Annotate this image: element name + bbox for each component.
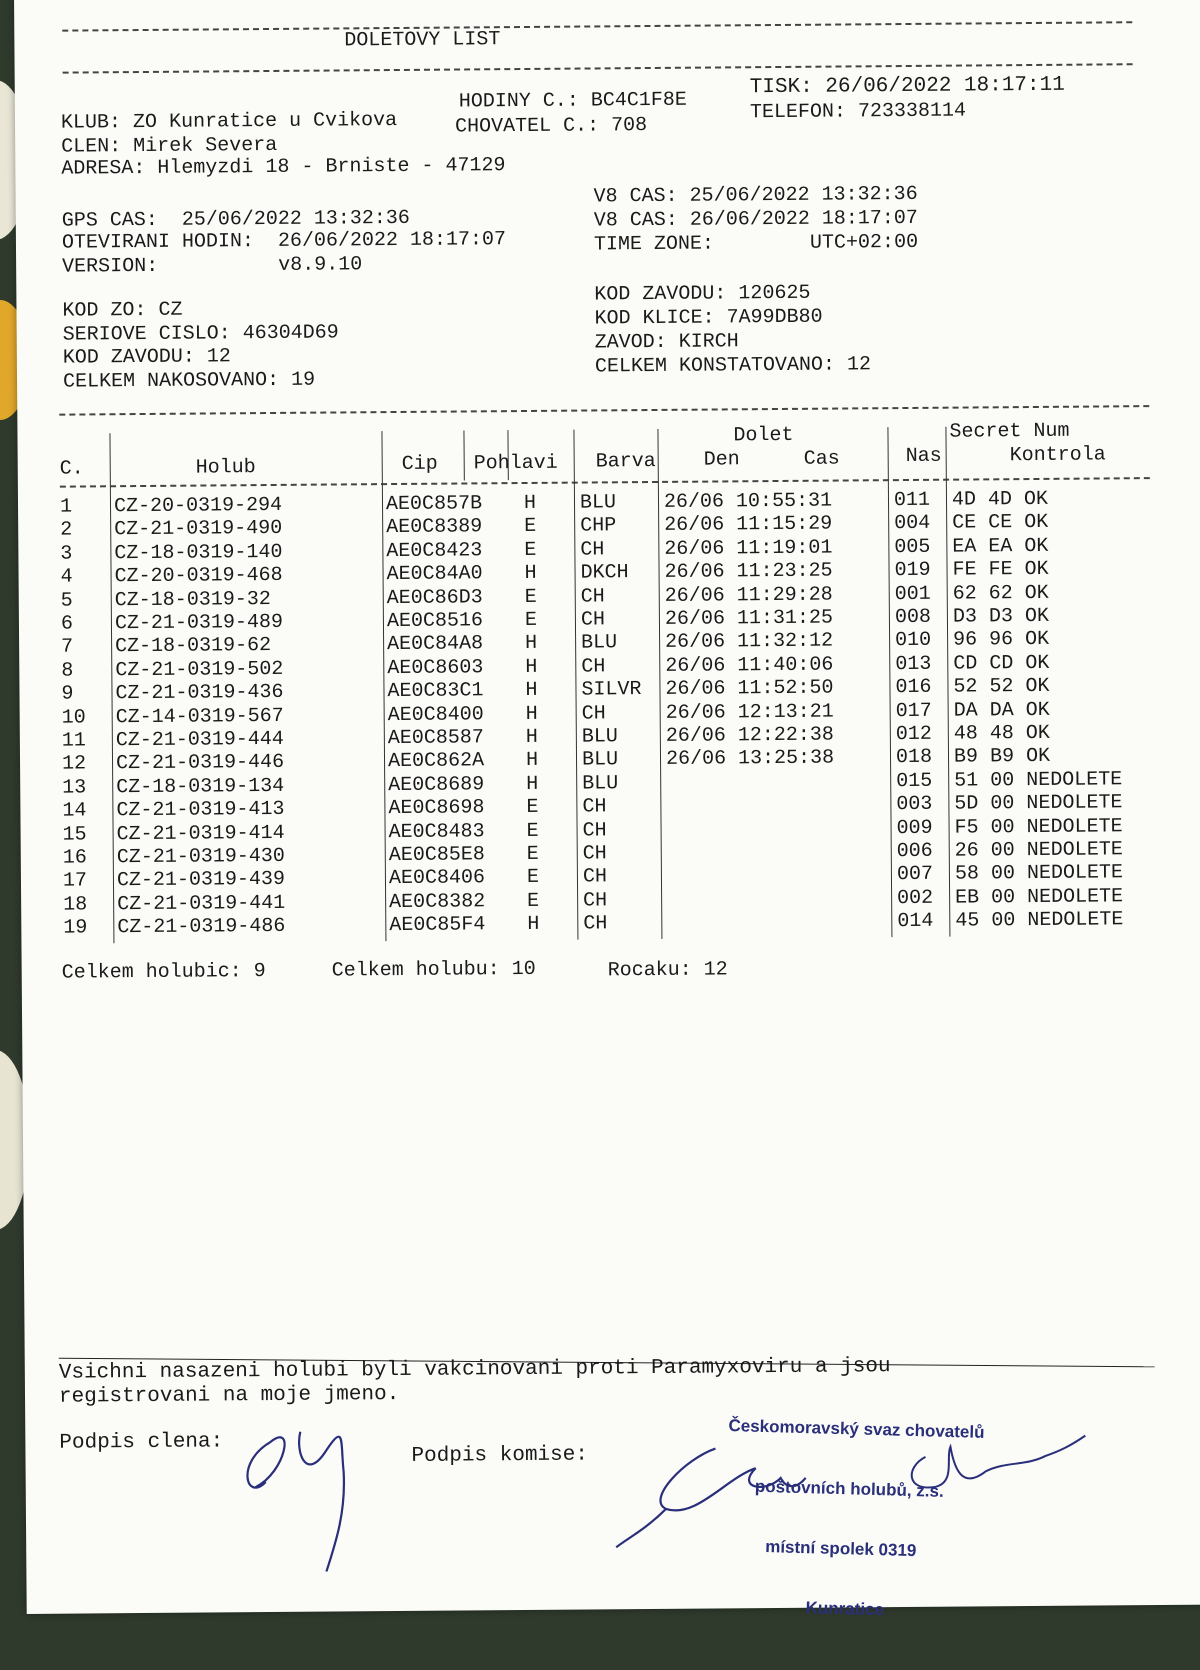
secret-check-cell: CD CD OK (953, 651, 1050, 676)
chip-id-cell: AE0C86D3 (386, 585, 483, 610)
color-cell: CH (582, 842, 607, 866)
arrival-time-cell: 26/06 11:32:12 (665, 629, 834, 655)
ring-number-cell: CZ-14-0319-567 (115, 704, 284, 729)
ring-number-cell: CZ-21-0319-502 (115, 657, 284, 683)
row-number-cell: 18 (63, 893, 88, 917)
sex-cell: E (526, 866, 540, 890)
color-cell: CHP (580, 514, 617, 538)
arrival-time-cell: 26/06 11:23:25 (664, 559, 833, 585)
row-number-cell: 4 (60, 565, 73, 589)
secret-check-cell: B9 B9 OK (953, 745, 1051, 770)
ring-number-cell: CZ-21-0319-439 (116, 868, 286, 893)
arrival-time-cell: 26/06 11:19:01 (664, 536, 833, 561)
oteviran-field: OTEVIRANI HODIN: 26/06/2022 18:17:07 (61, 228, 507, 255)
basket-number-cell: 018 (895, 746, 933, 770)
basket-number-cell: 010 (895, 629, 932, 653)
basket-number-cell: 005 (894, 535, 931, 559)
sex-cell: H (524, 562, 537, 586)
color-cell: CH (582, 818, 607, 843)
sex-cell: H (527, 913, 540, 937)
basket-number-cell: 002 (897, 886, 934, 910)
hodiny-field: HODINY C.: BC4C1F8E (458, 88, 687, 114)
chip-id-cell: AE0C8406 (388, 866, 486, 891)
chip-id-cell: AE0C8587 (387, 726, 484, 751)
basket-number-cell: 016 (895, 676, 932, 700)
color-cell: CH (582, 795, 607, 819)
secret-check-cell: EB 00 NEDOLETE (955, 885, 1124, 910)
basket-number-cell: 003 (896, 792, 933, 817)
row-number-cell: 11 (61, 729, 86, 753)
ring-number-cell: CZ-18-0319-134 (116, 774, 285, 800)
secret-check-cell: 48 48 OK (953, 721, 1050, 746)
row-number-cell: 7 (61, 635, 74, 660)
ring-number-cell: CZ-21-0319-489 (114, 610, 284, 636)
table-header-top-border (59, 405, 1149, 416)
color-cell: CH (583, 889, 608, 913)
basket-number-cell: 013 (895, 652, 932, 676)
secret-check-cell: EA EA OK (952, 534, 1049, 559)
v8-cas-1-field: V8 CAS: 25/06/2022 13:32:36 (593, 182, 918, 209)
tisk-field: TISK: 26/06/2022 18:17:11 (749, 73, 1065, 100)
seriove-cislo-field: SERIOVE CISLO: 46304D69 (62, 321, 339, 347)
ring-number-cell: CZ-21-0319-446 (115, 751, 285, 776)
color-cell: CH (580, 608, 606, 632)
secret-check-cell: 62 62 OK (952, 581, 1049, 606)
zavod-field: ZAVOD: KIRCH (594, 330, 739, 355)
arrival-time-cell: 26/06 10:55:31 (663, 489, 833, 514)
secret-check-cell: CE CE OK (952, 511, 1049, 536)
basket-number-cell: 001 (894, 582, 931, 606)
row-number-cell: 9 (61, 682, 74, 706)
basket-number-cell: 015 (896, 769, 933, 793)
version-field: VERSION: v8.9.10 (62, 253, 363, 279)
stamp-line-4: Kunratice (805, 1598, 885, 1620)
title-top-border (62, 21, 1132, 31)
arrival-time-cell: 26/06 11:15:29 (664, 512, 833, 538)
ring-number-cell: CZ-21-0319-430 (116, 844, 285, 870)
chip-id-cell: AE0C8698 (388, 796, 485, 821)
chip-id-cell: AE0C8389 (386, 515, 483, 540)
header-holub: Holub (195, 456, 256, 480)
basket-number-cell: 012 (895, 722, 932, 747)
sex-cell: E (527, 889, 540, 913)
arrival-time-cell: 26/06 11:40:06 (665, 653, 834, 678)
color-cell: CH (581, 655, 606, 679)
header-kontrola: Kontrola (1009, 443, 1106, 468)
header-secret-num: Secret Num (949, 419, 1070, 444)
chip-id-cell: AE0C8423 (386, 539, 483, 563)
chovatel-field: CHOVATEL C.: 708 (454, 114, 648, 139)
chip-id-cell: AE0C8483 (388, 819, 485, 844)
secret-check-cell: 4D 4D OK (951, 487, 1049, 512)
color-cell: CH (580, 584, 605, 609)
gps-cas-field: GPS CAS: 25/06/2022 13:32:36 (61, 206, 410, 233)
ring-number-cell: CZ-18-0319-32 (114, 587, 271, 612)
basket-number-cell: 006 (896, 839, 933, 864)
header-den: Den (703, 448, 740, 472)
chip-id-cell: AE0C85E8 (388, 843, 485, 868)
ring-number-cell: CZ-21-0319-486 (117, 915, 286, 940)
chip-id-cell: AE0C8689 (388, 773, 485, 797)
sex-cell: H (523, 491, 537, 516)
sex-cell: E (524, 608, 538, 633)
chip-id-cell: AE0C84A8 (387, 632, 484, 657)
adresa-field: ADRESA: Hlemyzdi 18 - Brniste - 47129 (61, 154, 506, 181)
secret-check-cell: 45 00 NEDOLETE (955, 908, 1124, 933)
chip-id-cell: AE0C8516 (386, 609, 484, 634)
commission-signature (605, 1415, 1106, 1549)
basket-number-cell: 019 (894, 559, 931, 583)
sex-cell: H (525, 655, 538, 679)
basket-number-cell: 017 (895, 699, 932, 723)
row-number-cell: 5 (60, 589, 73, 613)
header-pohlavi: Pohlavi (473, 451, 558, 476)
row-number-cell: 19 (63, 916, 88, 940)
arrival-time-cell: 26/06 11:31:25 (664, 606, 834, 631)
sex-cell: H (525, 702, 538, 726)
color-cell: CH (583, 912, 608, 936)
header-cas: Cas (803, 447, 840, 471)
printed-sheet (14, 0, 1200, 1620)
chip-id-cell: AE0C8603 (387, 656, 484, 680)
ring-number-cell: CZ-21-0319-490 (114, 517, 283, 542)
kod-zo-field: KOD ZO: CZ (62, 298, 183, 323)
chip-id-cell: AE0C862A (387, 749, 485, 774)
secret-check-cell: 5D 00 NEDOLETE (954, 791, 1123, 816)
row-number-cell: 6 (60, 612, 74, 636)
stamp-line-3: místní spolek 0319 (764, 1537, 917, 1561)
telefon-field: TELEFON: 723338114 (749, 99, 967, 125)
sex-cell: E (524, 585, 537, 609)
row-number-cell: 2 (60, 518, 73, 543)
row-number-cell: 12 (61, 752, 87, 777)
header-barva: Barva (595, 449, 656, 474)
ring-number-cell: CZ-20-0319-468 (114, 564, 283, 589)
sex-cell: E (524, 515, 537, 539)
arrival-time-cell: 26/06 11:52:50 (665, 676, 834, 702)
basket-number-cell: 008 (894, 605, 932, 630)
secret-check-cell: DA DA OK (953, 698, 1050, 723)
color-cell: CH (580, 538, 605, 562)
row-number-cell: 14 (62, 799, 87, 823)
secret-check-cell: 26 00 NEDOLETE (954, 838, 1123, 863)
celkem-nakosovano-field: CELKEM NAKOSOVANO: 19 (62, 368, 316, 394)
color-cell: BLU (582, 772, 619, 796)
celkem-konstatovano-field: CELKEM KONSTATOVANO: 12 (594, 353, 872, 379)
kod-klice-field: KOD KLICE: 7A99DB80 (594, 305, 823, 331)
ring-number-cell: CZ-21-0319-413 (116, 798, 285, 823)
header-nas: Nas (905, 444, 942, 469)
stamp-line-1: Českomoravský svaz chovatelů (728, 1416, 985, 1442)
arrival-time-cell: 26/06 12:13:21 (665, 700, 834, 725)
secret-check-cell: 58 00 NEDOLETE (954, 861, 1124, 887)
secret-check-cell: F5 00 NEDOLETE (954, 814, 1123, 840)
secret-check-cell: D3 D3 OK (952, 604, 1050, 629)
sex-cell: E (526, 842, 539, 866)
stamp-line-2: poštovních holubů, z.s. (754, 1476, 944, 1501)
color-cell: CH (581, 701, 606, 726)
sex-cell: H (526, 772, 539, 796)
arrival-time-cell: 26/06 12:22:38 (665, 723, 834, 748)
vaccination-statement: Vsichni nasazeni holubi byli vakcinovani proti Paramyxoviru a jsou (58, 1355, 891, 1385)
chip-id-cell: AE0C84A0 (386, 562, 483, 587)
row-number-cell: 16 (62, 846, 87, 870)
sex-cell: H (525, 632, 538, 656)
table-body (18, 487, 1200, 956)
color-cell: DKCH (580, 561, 629, 585)
member-signature (225, 1411, 366, 1572)
sex-cell: H (525, 679, 538, 703)
basket-number-cell: 014 (897, 909, 934, 934)
chip-id-cell: AE0C857B (385, 492, 483, 517)
clen-field: CLEN: Mirek Severa (61, 133, 278, 159)
basket-number-cell: 009 (896, 816, 933, 840)
ring-number-cell: CZ-21-0319-441 (117, 891, 286, 917)
document-title: DOLETOVY LIST (344, 28, 501, 53)
color-cell: BLU (581, 725, 618, 749)
arrival-time-cell: 26/06 13:25:38 (665, 746, 835, 772)
total-rocaku: Rocaku: 12 (607, 958, 728, 983)
table-header (17, 415, 1200, 484)
basket-number-cell: 004 (894, 512, 931, 536)
chip-id-cell: AE0C8400 (387, 702, 484, 727)
row-number-cell: 10 (61, 706, 86, 730)
ring-number-cell: CZ-20-0319-294 (113, 493, 283, 519)
title-bottom-border (63, 63, 1133, 73)
kod-zavodu-left-field: KOD ZAVODU: 12 (62, 345, 231, 370)
header-dolet: Dolet (733, 423, 794, 448)
time-zone-field: TIME ZONE: UTC+02:00 (593, 230, 919, 257)
kod-zavodu-right-field: KOD ZAVODU: 120625 (594, 281, 811, 307)
row-number-cell: 8 (61, 659, 74, 683)
secret-check-cell: FE FE OK (952, 558, 1049, 582)
chip-id-cell: AE0C85F4 (389, 913, 486, 938)
basket-number-cell: 007 (896, 863, 934, 887)
sex-cell: E (524, 538, 537, 562)
color-cell: BLU (581, 631, 618, 655)
ring-number-cell: CZ-21-0319-414 (116, 821, 285, 846)
secret-check-cell: 52 52 OK (953, 675, 1050, 699)
color-cell: CH (582, 865, 608, 889)
podpis-komise-label: Podpis komise: (411, 1443, 589, 1468)
total-holubic: Celkem holubic: 9 (61, 960, 266, 985)
secret-check-cell: 96 96 OK (953, 628, 1050, 653)
color-cell: SILVR (581, 678, 642, 702)
color-cell: BLU (581, 748, 619, 772)
ring-number-cell: CZ-18-0319-62 (115, 634, 272, 659)
row-number-cell: 1 (59, 495, 73, 519)
basket-number-cell: 011 (893, 488, 931, 513)
row-number-cell: 3 (60, 542, 73, 566)
header-cip: Cip (401, 452, 438, 476)
chip-id-cell: AE0C8382 (389, 890, 486, 914)
ring-number-cell: CZ-18-0319-140 (114, 540, 283, 566)
secret-check-cell: 51 00 NEDOLETE (954, 768, 1123, 793)
row-number-cell: 17 (62, 869, 88, 894)
v8-cas-2-field: V8 CAS: 26/06/2022 18:17:07 (593, 206, 918, 233)
color-cell: BLU (579, 491, 617, 515)
row-number-cell: 13 (62, 776, 87, 800)
row-number-cell: 15 (62, 823, 87, 847)
sex-cell: E (526, 819, 539, 843)
klub-field: KLUB: ZO Kunratice u Cvikova (60, 108, 398, 135)
header-c: C. (59, 457, 84, 481)
ring-number-cell: CZ-21-0319-444 (115, 727, 284, 753)
arrival-time-cell: 26/06 11:29:28 (664, 583, 833, 608)
sex-cell: H (525, 725, 538, 750)
chip-id-cell: AE0C83C1 (387, 679, 484, 704)
vaccination-statement-line2: registrovani na moje jmeno. (58, 1383, 400, 1409)
sex-cell: H (525, 749, 539, 773)
total-holubu: Celkem holubu: 10 (331, 957, 536, 983)
podpis-clena-label: Podpis clena: (59, 1430, 224, 1455)
sex-cell: E (526, 796, 539, 820)
ring-number-cell: CZ-21-0319-436 (115, 681, 284, 706)
